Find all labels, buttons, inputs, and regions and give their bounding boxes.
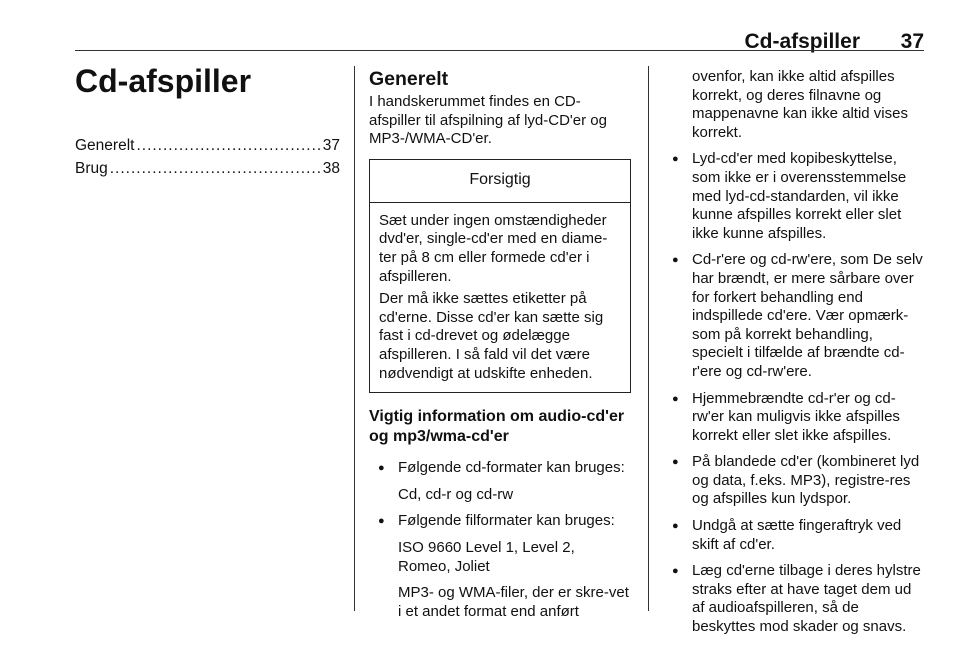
list-item-text: ● Følgende filformater kan bruges: [398, 512, 615, 530]
caution-box [369, 159, 631, 393]
toc-entry-generelt[interactable] [75, 134, 340, 157]
list-item-text: ● Følgende cd-formater kan bruges: [398, 459, 625, 477]
column-divider [354, 66, 355, 611]
caution-paragraph: Der må ikke sættes etiketter på cd'erne. Disse cd'er kan sætte sig fast i cd-drevet og ødelægge afspilleren. I så fald vil det være nødvendigt at udskifte enheden. [379, 290, 604, 382]
content-column-middle [369, 68, 631, 629]
section-heading-important: Vigtig information om audio-cd'er og mp3/wma-cd'er [369, 408, 625, 446]
toc-label: Generelt [75, 137, 135, 154]
list-item [369, 459, 631, 504]
content-column-right [663, 68, 926, 645]
list-item-detail: Cd, cd-r og cd-rw [398, 485, 514, 503]
format-list [369, 459, 631, 621]
toc-leader [136, 134, 320, 157]
notes-list [663, 150, 926, 636]
caution-body [370, 203, 630, 392]
list-item: ● På blandede cd'er (kombineret lyd og data, f.eks. MP3), registre-res og afspilles kun lydspor. [663, 453, 926, 509]
toc-page: 38 [322, 160, 340, 177]
caution-paragraph: Sæt under ingen omstændigheder dvd'er, single-cd'er med en diame-ter på 8 cm eller formede cd'er i afspilleren. [379, 211, 608, 285]
column-divider [648, 66, 649, 611]
continued-paragraph: ovenfor, kan ikke altid afspilles korrekt, og deres filnavne og mappenavne kan ikke altid vises korrekt. [692, 68, 908, 141]
list-item-detail: MP3- og WMA-filer, der er skre-vet i et andet format end anført [398, 584, 629, 620]
list-item-detail: ISO 9660 Level 1, Level 2, Romeo, Joliet [398, 538, 575, 575]
list-item [369, 512, 631, 621]
list-item: ● Cd-r'ere og cd-rw'ere, som De selv har brændt, er mere sårbare over for forkert behandling end indspillede cd'ere. Vær opmærk-som på korrekt behandling, specielt i tilfælde af brændte cd-r'ere og cd-rw'ere. [663, 251, 926, 381]
chapter-title: Cd-afspiller [75, 63, 252, 99]
toc-leader [110, 157, 321, 180]
section-heading-generelt: Generelt [369, 68, 449, 90]
list-item: ● Undgå at sætte fingeraftryk ved skift af cd'er. [663, 517, 926, 554]
running-header-title: Cd-afspiller [744, 30, 860, 53]
list-item: ● Læg cd'erne tilbage i deres hylstre straks efter at have taget dem ud af audioafspilleren, så de beskyttes mod skader og snavs. [663, 562, 926, 636]
intro-paragraph: I handskerummet findes en CD-afspiller til afspilning af lyd-CD'er og MP3-/WMA-CD'er. [369, 93, 607, 148]
list-item: ● Lyd-cd'er med kopibeskyttelse, som ikke er i overensstemmelse med lyd-cd-standarden, vil ikke kunne afspilles korrekt eller slet ikke kunne afspilles. [663, 150, 926, 243]
page-number: 37 [900, 30, 924, 53]
list-item: ● Hjemmebrændte cd-r'er og cd-rw'er kan muligvis ikke afspilles korrekt eller slet ikke afspilles. [663, 390, 926, 446]
toc-label: Brug [75, 160, 108, 177]
header-rule [75, 50, 924, 51]
chapter-column [75, 62, 340, 180]
toc-entry-brug[interactable] [75, 157, 340, 180]
toc-page: 37 [322, 137, 340, 154]
caution-title: Forsigtig [370, 160, 630, 203]
